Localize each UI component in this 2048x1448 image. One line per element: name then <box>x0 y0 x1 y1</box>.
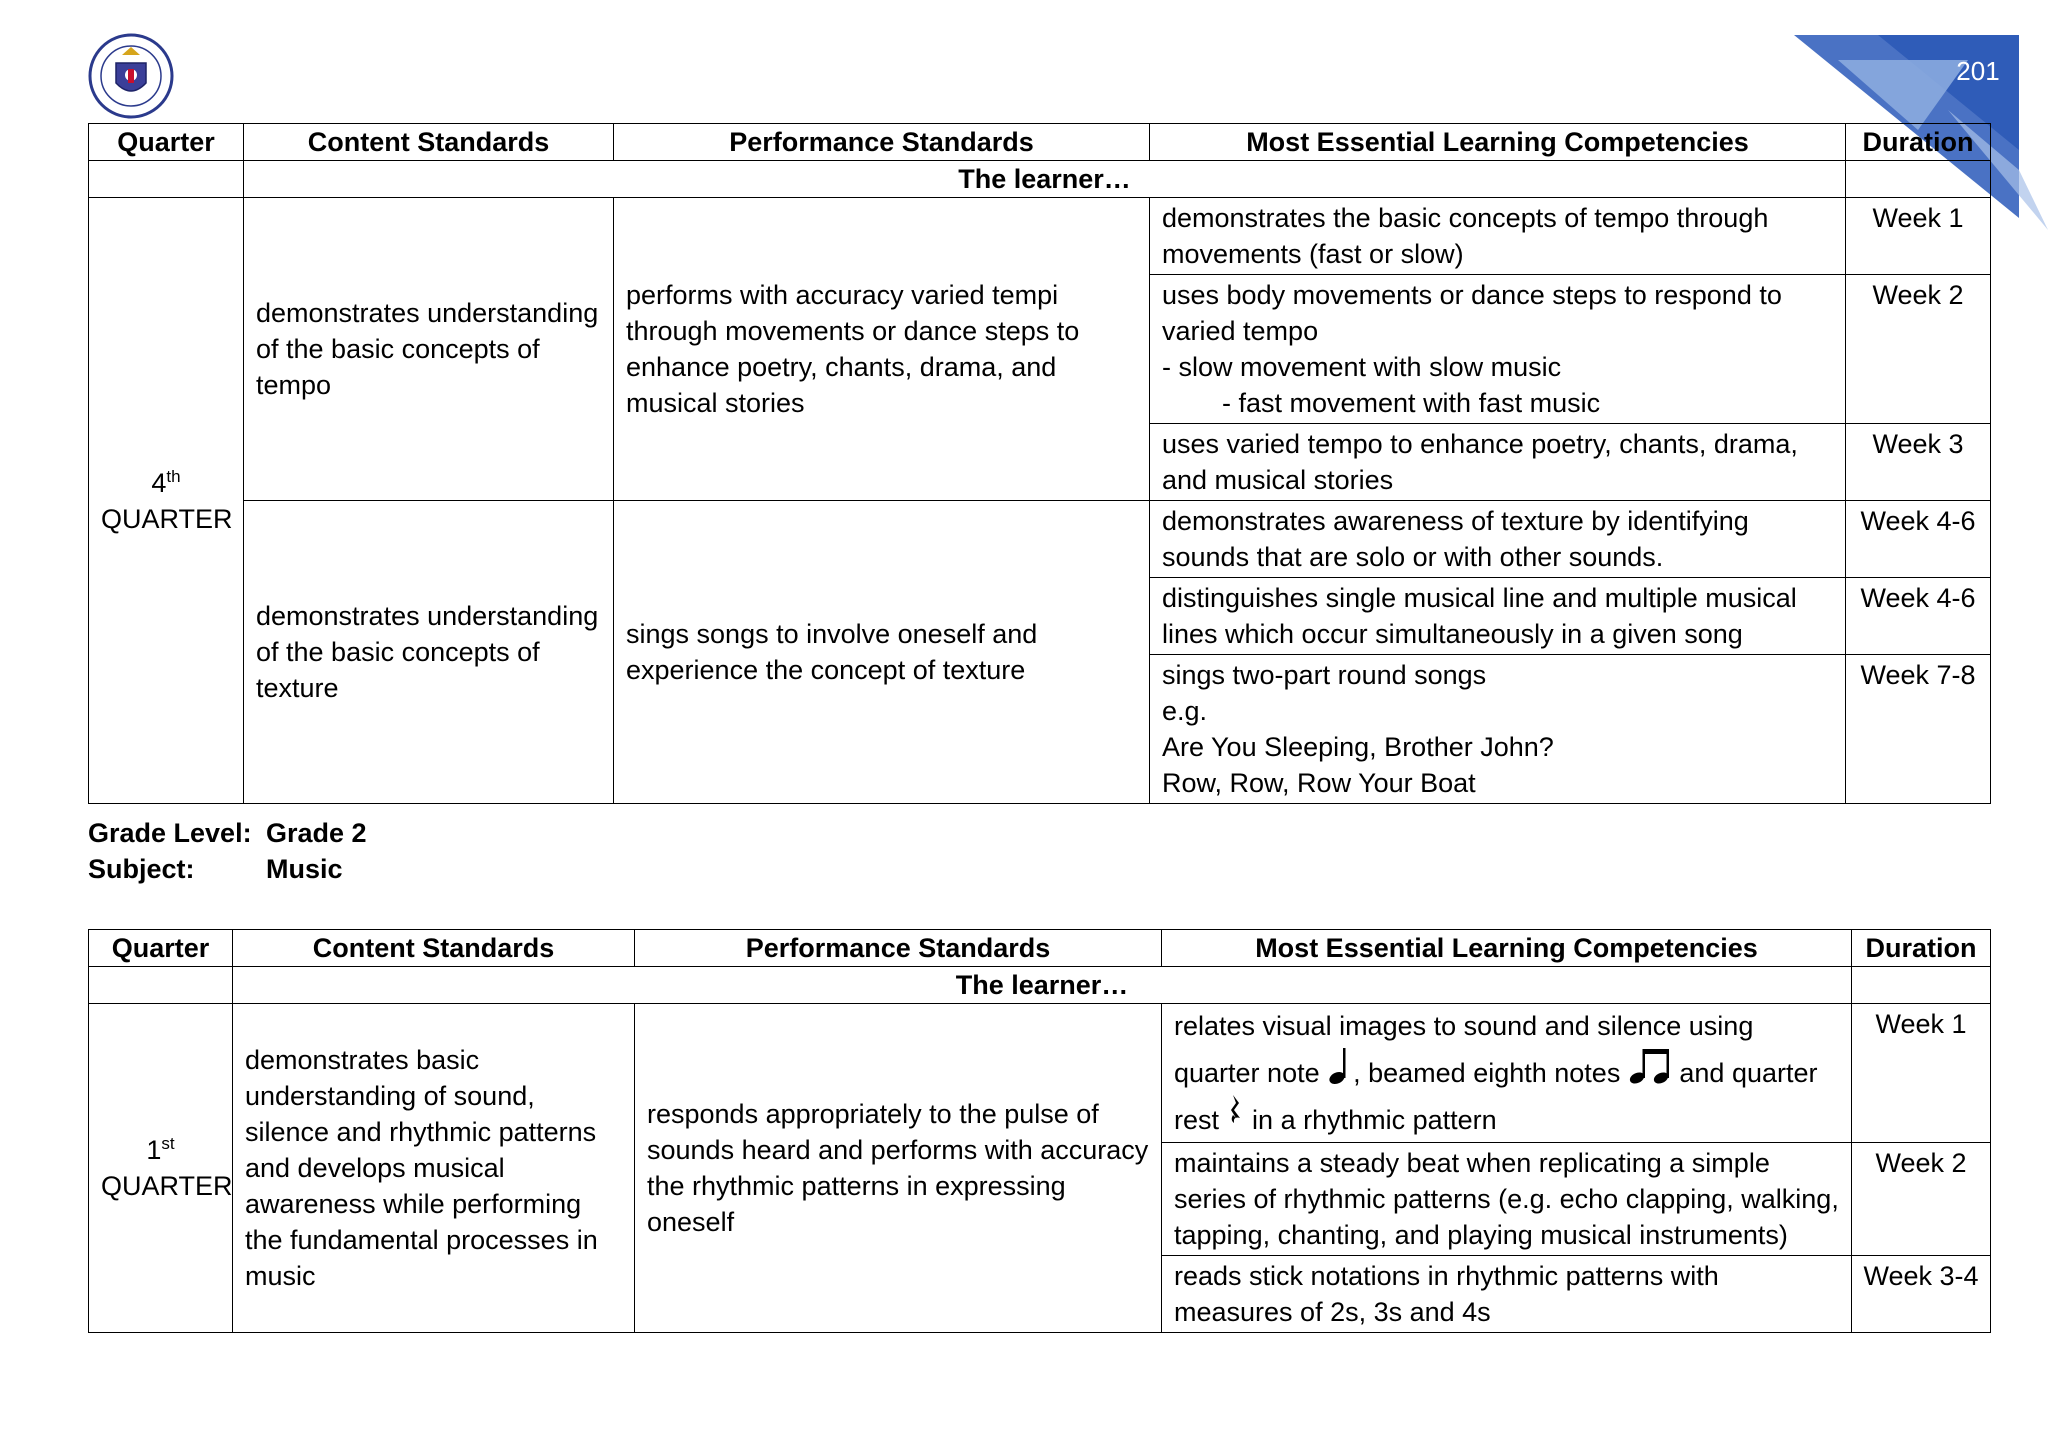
empty-cell <box>1846 161 1991 198</box>
empty-cell <box>89 161 244 198</box>
quarter-suffix: th <box>166 466 181 486</box>
competency: demonstrates the basic concepts of tempo through movements (fast or slow) <box>1150 198 1846 275</box>
quarter-cell <box>89 198 244 804</box>
competency: demonstrates awareness of texture by identifying sounds that are solo or with other sounds. <box>1150 501 1846 578</box>
competency: maintains a steady beat when replicating a simple series of rhythmic patterns (e.g. echo clapping, walking, tapping, chanting, and playing musical instruments) <box>1162 1143 1852 1256</box>
duration: Week 4-6 <box>1846 501 1991 578</box>
subject-value: Music <box>266 854 343 884</box>
performance-standard: performs with accuracy varied tempi through movements or dance steps to enhance poetry, chants, drama, and musical stories <box>614 198 1150 501</box>
duration: Week 1 <box>1852 1004 1991 1143</box>
competency <box>1162 1004 1852 1143</box>
competency-text: uses body movements or dance steps to respond to varied tempo <box>1162 280 1782 346</box>
grade-level-value: Grade 2 <box>266 818 367 848</box>
duration: Week 7-8 <box>1846 655 1991 804</box>
header-performance-standards: Performance Standards <box>635 930 1162 967</box>
competency-text: , beamed eighth notes <box>1353 1058 1621 1088</box>
competency-text: quarter rest <box>1174 1058 1818 1135</box>
deped-seal-logo <box>88 33 174 119</box>
competency-song: Are You Sleeping, Brother John? <box>1162 732 1554 762</box>
content-standard: demonstrates understanding of the basic concepts of texture <box>244 501 614 804</box>
header-content-standards: Content Standards <box>233 930 635 967</box>
content-standard: demonstrates understanding of the basic concepts of tempo <box>244 198 614 501</box>
quarter-suffix: st <box>161 1134 175 1153</box>
subject-label: Subject: <box>88 854 195 884</box>
header-performance-standards: Performance Standards <box>614 124 1150 161</box>
duration: Week 3-4 <box>1852 1256 1991 1333</box>
header-content-standards: Content Standards <box>244 124 614 161</box>
header-melc: Most Essential Learning Competencies <box>1162 930 1852 967</box>
content-standard: demonstrates basic understanding of sound, silence and rhythmic patterns and develops musical awareness while performing the fundamental processes in music <box>233 1004 635 1333</box>
header-quarter: Quarter <box>89 124 244 161</box>
page-number: 201 <box>1956 56 2000 86</box>
duration: Week 4-6 <box>1846 578 1991 655</box>
competency-subitem: - slow movement with slow music <box>1162 352 1562 382</box>
header-melc: Most Essential Learning Competencies <box>1150 124 1846 161</box>
competency-text: in a rhythmic pattern <box>1252 1105 1497 1135</box>
curriculum-table-grade1-q4 <box>88 123 1991 804</box>
grade-level-line <box>88 818 367 849</box>
subject-line <box>88 854 343 885</box>
quarter-number: 4 <box>151 467 167 498</box>
performance-standard: sings songs to involve oneself and experience the concept of texture <box>614 501 1150 804</box>
table-row <box>89 501 1991 578</box>
table-row <box>89 1004 1991 1143</box>
learner-label: The learner… <box>233 967 1852 1004</box>
performance-standard: responds appropriately to the pulse of sounds heard and performs with accuracy the rhythmic patterns in expressing oneself <box>635 1004 1162 1333</box>
competency: uses varied tempo to enhance poetry, chants, drama, and musical stories <box>1150 424 1846 501</box>
competency-example-label: e.g. <box>1162 696 1208 726</box>
duration: Week 2 <box>1846 275 1991 424</box>
duration: Week 3 <box>1846 424 1991 501</box>
quarter-word: QUARTER <box>101 1171 233 1201</box>
quarter-cell <box>89 1004 233 1333</box>
competency-text: and <box>1679 1058 1725 1088</box>
learner-label: The learner… <box>244 161 1846 198</box>
competency-text: relates visual images to sound and silence using quarter note <box>1174 1011 1754 1088</box>
grade-level-label: Grade Level: <box>88 818 252 848</box>
competency <box>1150 655 1846 804</box>
table-header-row <box>89 124 1991 161</box>
header-duration: Duration <box>1852 930 1991 967</box>
header-duration: Duration <box>1846 124 1991 161</box>
duration: Week 2 <box>1852 1143 1991 1256</box>
learner-row <box>89 967 1991 1004</box>
competency <box>1150 275 1846 424</box>
header-quarter: Quarter <box>89 930 233 967</box>
quarter-rest-icon <box>1227 1093 1245 1133</box>
table-header-row <box>89 930 1991 967</box>
competency: reads stick notations in rhythmic patterns with measures of 2s, 3s and 4s <box>1162 1256 1852 1333</box>
competency-text: sings two-part round songs <box>1162 660 1487 690</box>
curriculum-table-grade2-q1 <box>88 929 1991 1333</box>
table-row <box>89 198 1991 275</box>
learner-row <box>89 161 1991 198</box>
quarter-word: QUARTER <box>101 503 233 534</box>
competency-subitem: - fast movement with fast music <box>1222 388 1601 418</box>
quarter-number: 1 <box>146 1135 162 1165</box>
competency: distinguishes single musical line and multiple musical lines which occur simultaneously in a given song <box>1150 578 1846 655</box>
quarter-note-icon <box>1327 1046 1353 1086</box>
empty-cell <box>1852 967 1991 1004</box>
competency-song: Row, Row, Row Your Boat <box>1162 768 1476 798</box>
beamed-eighth-notes-icon <box>1628 1046 1672 1086</box>
duration: Week 1 <box>1846 198 1991 275</box>
empty-cell <box>89 967 233 1004</box>
